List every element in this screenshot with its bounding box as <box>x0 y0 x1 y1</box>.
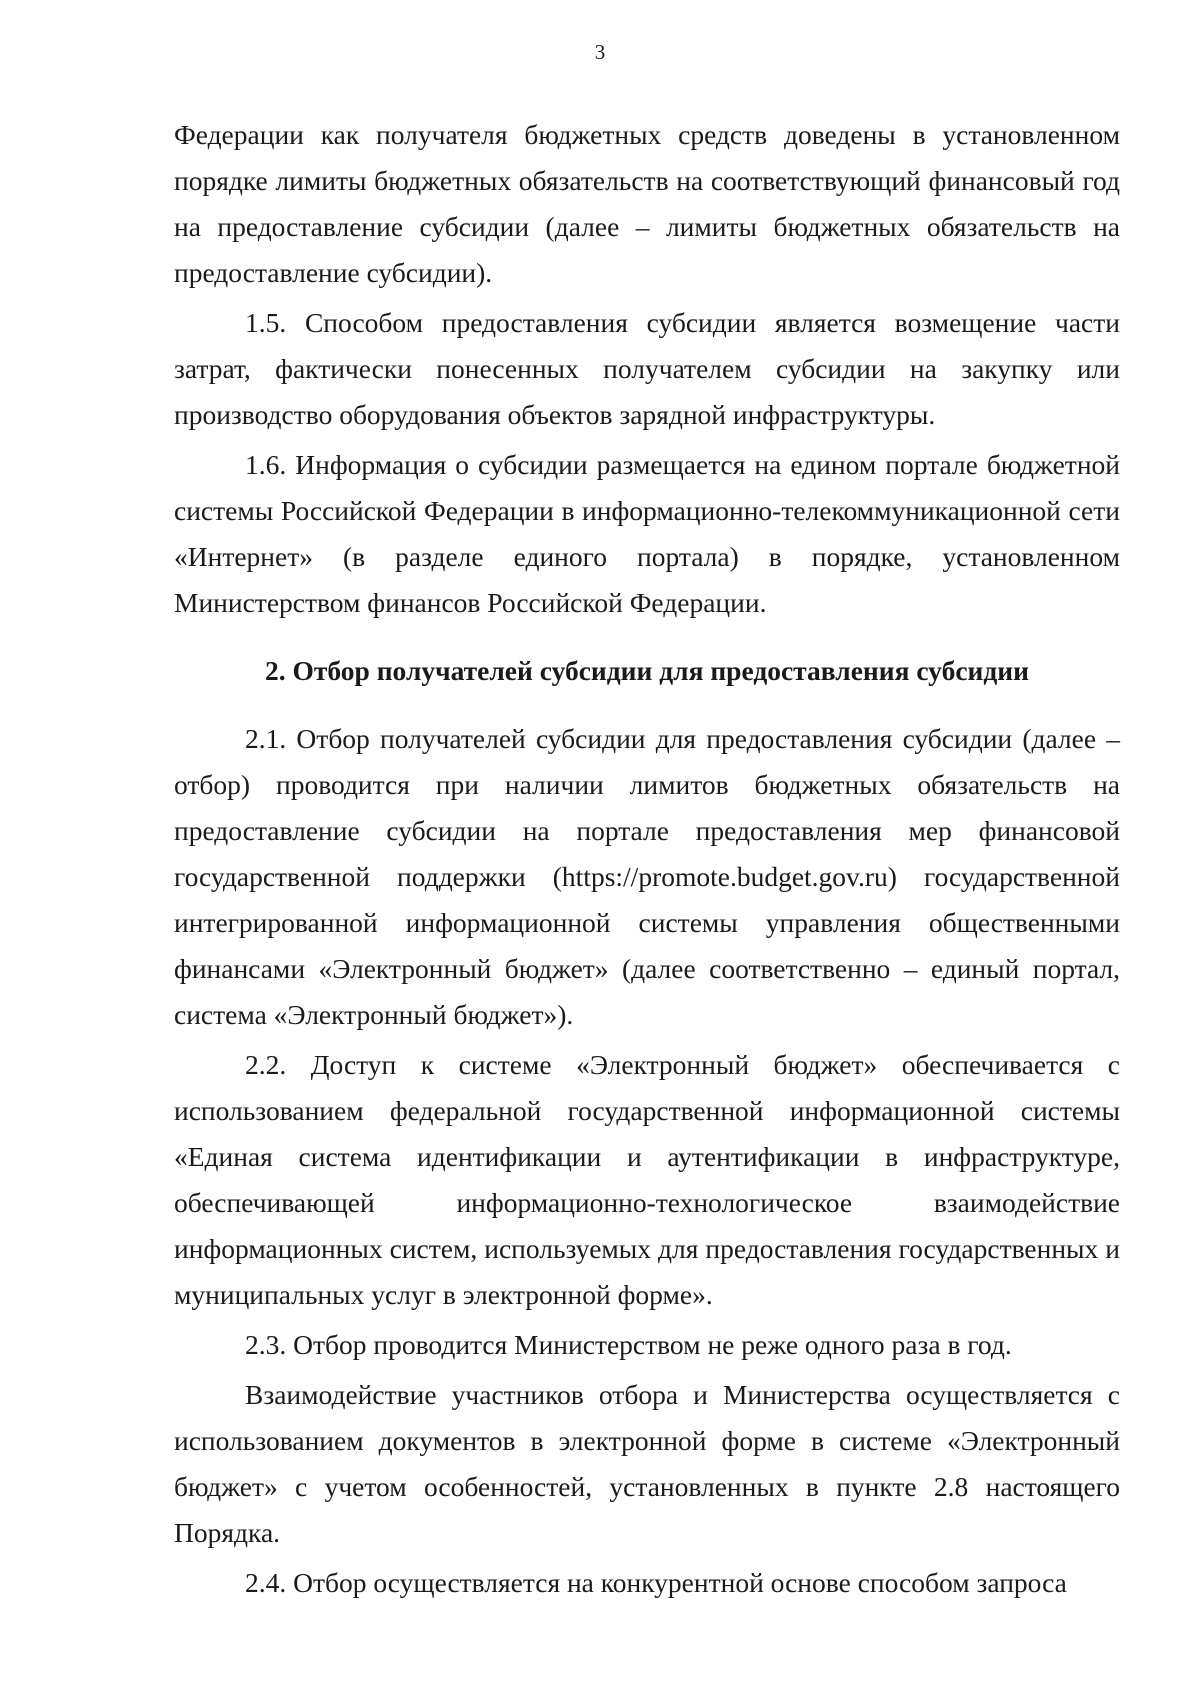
paragraph-1-5: 1.5. Способом предоставления субсидии является возмещение части затрат, фактически понесенных получателем субсидии на закупку или производство оборудования объектов зарядной инфраструктуры. <box>174 307 1120 430</box>
paragraph-continuation: Федерации как получателя бюджетных средств доведены в установленном порядке лимиты бюджетных обязательств на соответствующий финансовый год на предоставление субсидии (далее – лимиты бюджетных обязательств на предоставление субсидии). <box>174 119 1120 288</box>
page-number: 3 <box>594 40 606 64</box>
section-heading-2: 2. Отбор получателей субсидии для предоставления субсидии <box>265 655 1029 686</box>
paragraph-2-3: 2.3. Отбор проводится Министерством не реже одного раза в год. <box>245 1329 1012 1360</box>
paragraph-2-2: 2.2. Доступ к системе «Электронный бюджет» обеспечивается с использованием федеральной государственной информационной системы «Единая система идентификации и аутентификации в инфраструктуре, обеспечивающей информационно-технологическое взаимодействие информационных систем, используемых для предоставления государственных и муниципальных услуг в электронной форме». <box>174 1049 1120 1310</box>
paragraph-2-3-interaction: Взаимодействие участников отбора и Министерства осуществляется с использованием документов в электронной форме в системе «Электронный бюджет» с учетом особенностей, установленных в пункте 2.8 настоящего Порядка. <box>174 1379 1120 1548</box>
paragraph-2-4: 2.4. Отбор осуществляется на конкурентной основе способом запроса <box>245 1567 1067 1598</box>
document-body <box>174 112 1120 1610</box>
paragraph-1-6: 1.6. Информация о субсидии размещается на едином портале бюджетной системы Российской Федерации в информационно-телекоммуникационной сети «Интернет» (в разделе единого портала) в порядке, установленном Министерством финансов Российской Федерации. <box>174 449 1120 618</box>
paragraph-2-1: 2.1. Отбор получателей субсидии для предоставления субсидии (далее – отбор) проводится при наличии лимитов бюджетных обязательств на предоставление субсидии на портале предоставления мер финансовой государственной поддержки (https://promote.budget.gov.ru) государственной интегрированной информационной системы управления общественными финансами «Электронный бюджет» (далее соответственно – единый портал, система «Электронный бюджет»). <box>174 723 1120 1030</box>
